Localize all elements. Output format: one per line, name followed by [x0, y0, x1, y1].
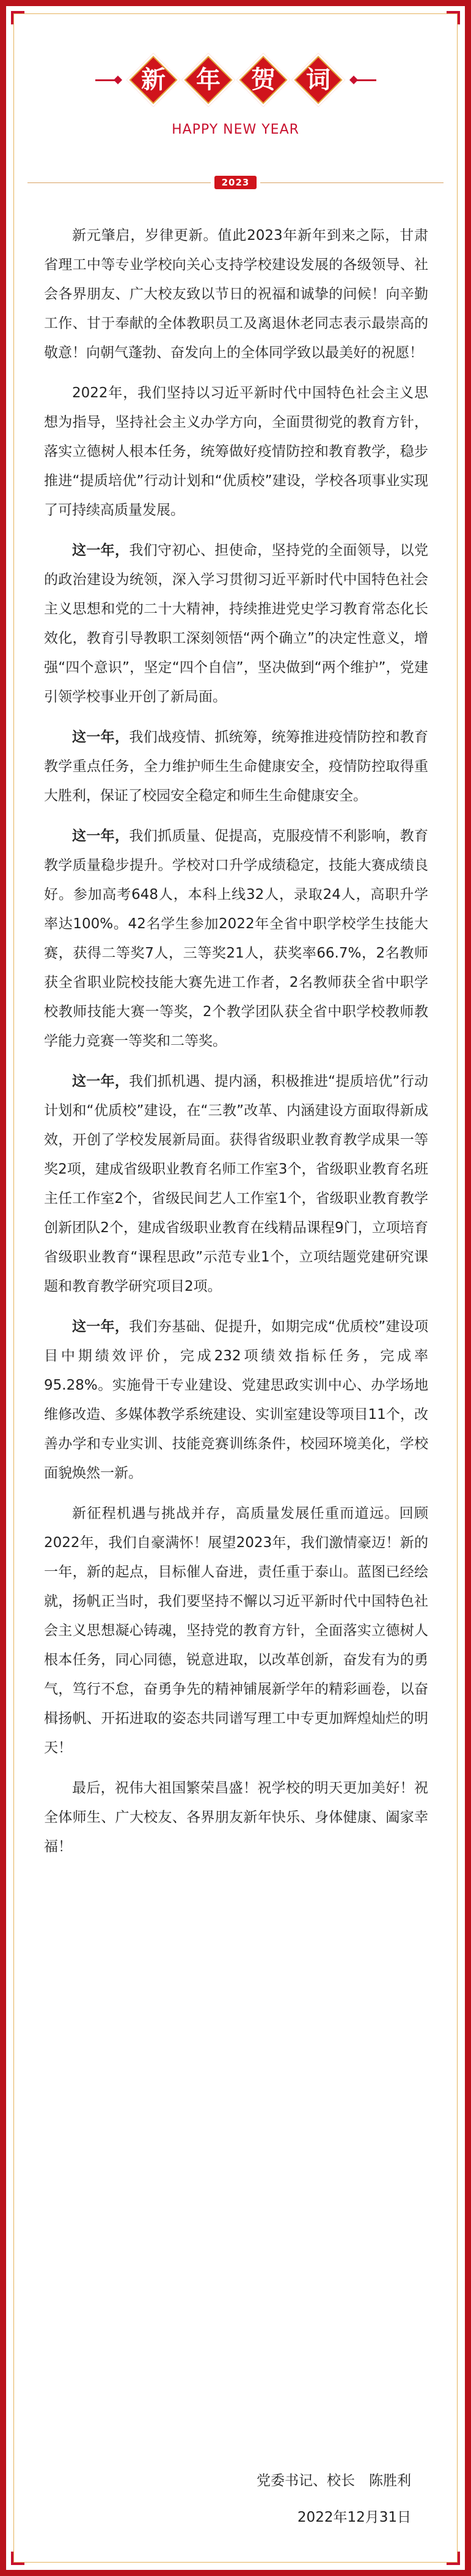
paragraph — [44, 1067, 428, 1301]
title-char: 贺 — [250, 66, 276, 94]
paragraph-lead: 这一年， — [72, 1319, 130, 1335]
divider-line — [260, 182, 444, 183]
signature-author: 党委书记、校长 陈胜利 — [257, 2473, 411, 2489]
page-title — [6, 61, 465, 99]
paragraph-text: 我们守初心、担使命，坚持党的全面领导，以党的政治建设为统领，深入学习贯彻习近平新时代中国特色社会主义思想和党的二十大精神，持续推进党史学习教育常态化长效化，教育引导教职工深刻领悟“两个确立”的决定性意义，增强“四个意识”，坚定“四个自信”，坚决做到“两个维护”，党建引领学校事业开创了新局面。 — [44, 543, 429, 705]
paragraph-text: 我们抓机遇、提内涵，积极推进“提质培优”行动计划和“优质校”建设，在“三教”改革、内涵建设方面取得新成效，开创了学校发展新局面。获得省级职业教育教学成果一等奖2项，建成省级职业教育名师工作室3个，省级职业教育名班主任工作室2个，省级民间艺人工作室1个，省级职业教育教学创新团队2个，建成省级职业教育在线精品课程9门，立项培育省级职业教育“课程思政”示范专业1个，立项结题党建研究课题和教育教学研究项目2项。 — [44, 1073, 428, 1294]
corner-ornament — [11, 2552, 24, 2565]
signature-block — [257, 2462, 411, 2536]
corner-ornament — [447, 2552, 460, 2565]
paragraph — [44, 723, 428, 810]
paragraph-text: 我们抓质量、促提高，克服疫情不利影响，教育教学质量稳步提升。学校对口升学成绩稳定，技能大赛成绩良好。参加高考648人，本科上线32人，录取24人，高职升学率达100%。42名学生参加2022年全省中职学校学生技能大赛，获得二等奖7人，三等奖21人，获奖率66.7%，2名教师获全省职业院校技能大赛先进工作者，2名教师获全省中职学校教师技能大赛一等奖，2个教学团队获全省中职学校教师教学能力竞赛一等奖和二等奖。 — [44, 828, 429, 1049]
greeting-card — [6, 6, 465, 2570]
year-divider — [6, 176, 465, 189]
paragraph: 2022年，我们坚持以习近平新时代中国特色社会主义思想为指导，坚持社会主义办学方向，全面贯彻党的教育方针，落实立德树人根本任务，统筹做好疫情防控和教育教学，稳步推进“提质培优”行动计划和“优质校”建设，学校各项事业实现了可持续高质量发展。 — [44, 385, 428, 518]
paragraph — [44, 536, 428, 712]
title-char: 新 — [141, 66, 166, 94]
divider-line — [27, 182, 211, 183]
title-diamond — [181, 53, 235, 107]
title-char: 词 — [305, 66, 330, 94]
corner-ornament — [447, 11, 460, 24]
paragraph-text: 我们战疫情、抓统筹，统筹推进疫情防控和教育教学重点任务，全力维护师生生命健康安全，疫情防控取得重大胜利，保证了校园安全稳定和师生生命健康安全。 — [44, 729, 429, 804]
title-char: 年 — [195, 66, 221, 94]
paragraph-lead: 这一年， — [72, 828, 130, 844]
title-flank-right — [354, 79, 376, 81]
title-diamond — [291, 53, 345, 107]
signature-date: 2022年12月31日 — [297, 2509, 411, 2525]
corner-ornament — [11, 11, 24, 24]
paragraph-lead: 这一年， — [72, 1073, 130, 1089]
paragraph-lead: 这一年， — [72, 729, 130, 745]
year-badge: 2023 — [214, 176, 257, 189]
paragraph: 新征程机遇与挑战并存，高质量发展任重而道远。回顾2022年，我们自豪满怀！展望2023年，我们激情豪迈！新的一年，新的起点，目标催人奋进，责任重于泰山。蓝图已经绘就，扬帆正当时，我们要坚持不懈以习近平新时代中国特色社会主义思想凝心铸魂，坚持党的教育方针，全面落实立德树人根本任务，同心同德，锐意进取，以改革创新，奋发有为的勇气，笃行不怠，奋勇争先的精神铺展新学年的精彩画卷，以奋楫扬帆、开拓进取的姿态共同谱写理工中专更加辉煌灿烂的明天！ — [44, 1506, 428, 1756]
paragraph — [44, 821, 428, 1056]
title-diamond — [236, 53, 290, 107]
paragraph-text: 我们夯基础、促提升，如期完成“优质校”建设项目中期绩效评价，完成232项绩效指标任务，完成率95.28%。实施骨干专业建设、党建思政实训中心、办学场地维修改造、多媒体教学系统建设、实训室建设等项目11个，改善办学和专业实训、技能竞赛训练条件，校园环境美化，学校面貌焕然一新。 — [44, 1319, 428, 1481]
title-flank-left — [95, 79, 117, 81]
paragraph-lead: 这一年， — [72, 543, 130, 558]
title-diamond — [126, 53, 180, 107]
paragraph — [44, 1312, 428, 1488]
paragraph: 新元肇启，岁律更新。值此2023年新年到来之际，甘肃省理工中等专业学校向关心支持学校建设发展的各级领导、社会各界朋友、广大校友致以节日的祝福和诚挚的问候！向辛勤工作、甘于奉献的全体教职员工及离退休老同志表示最崇高的敬意！向朝气蓬勃、奋发向上的全体同学致以最美好的祝愿！ — [44, 228, 428, 361]
page-subtitle: HAPPY NEW YEAR — [172, 122, 299, 137]
paragraph: 最后，祝伟大祖国繁荣昌盛！祝学校的明天更加美好！祝全体师生、广大校友、各界朋友新年快乐、身体健康、阖家幸福！ — [44, 1780, 428, 1855]
article-body — [44, 221, 428, 1872]
